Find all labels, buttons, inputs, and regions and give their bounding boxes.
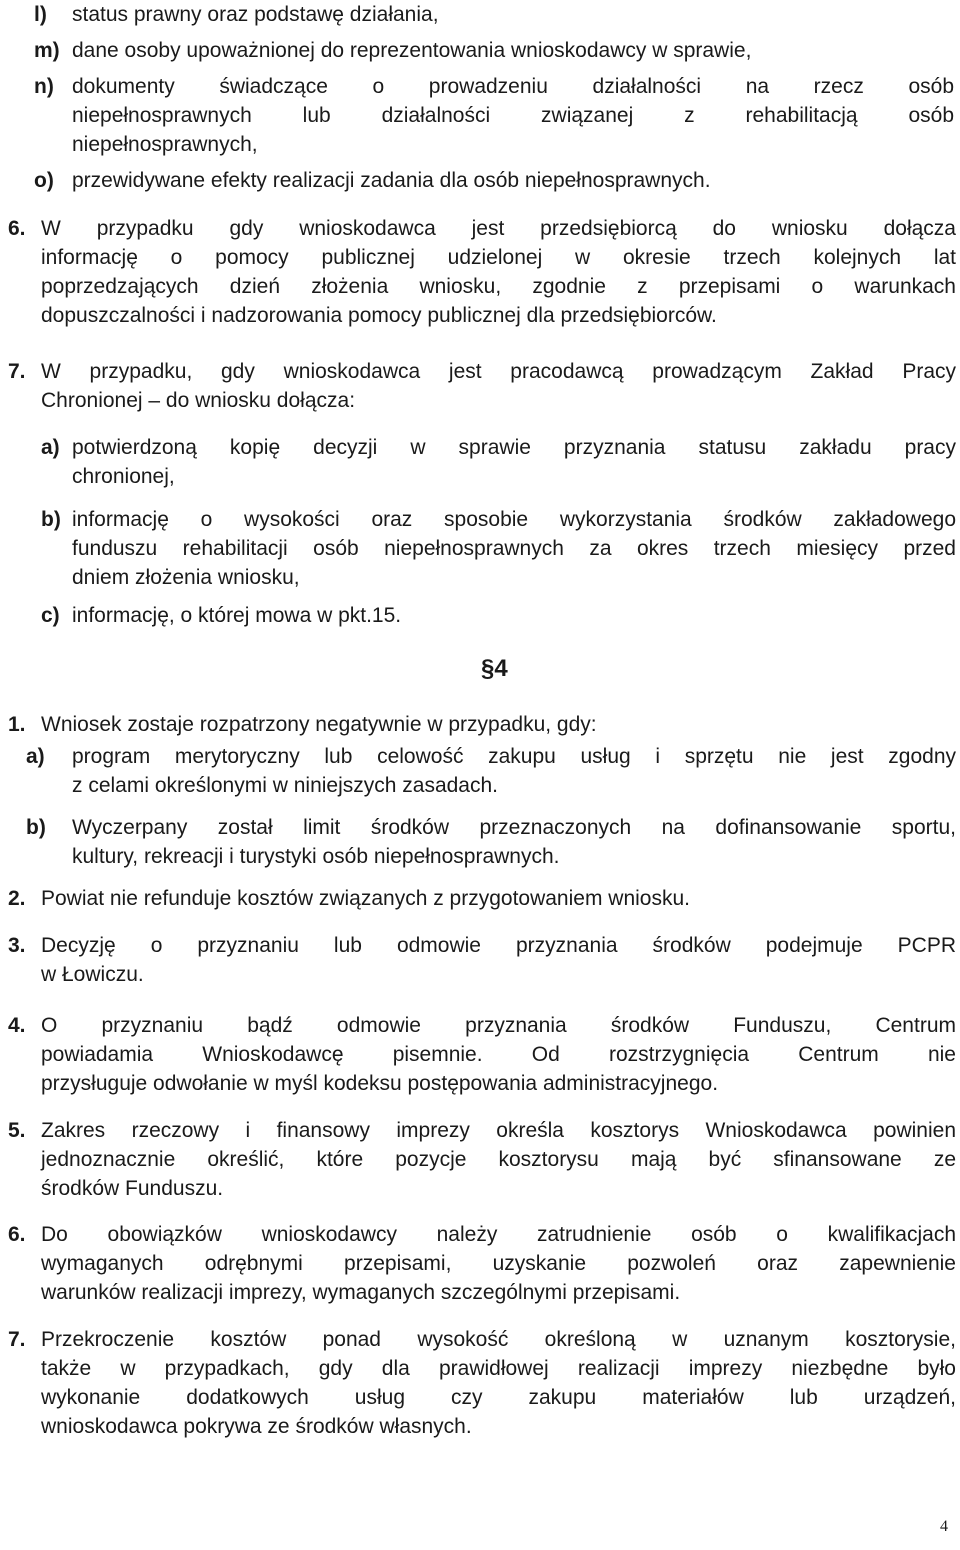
paragraph-number: 6. [8, 217, 26, 240]
item-text-line: dniem złożenia wniosku, [72, 566, 300, 589]
item-text-line: dokumenty świadczące o prowadzeniu działalności na rzecz osób [72, 75, 954, 98]
item-label: b) [26, 816, 46, 839]
item-text-line: niepełnosprawnych, [72, 133, 258, 156]
s4-paragraph-7 [8, 1325, 956, 1470]
paragraph-line: O przyznaniu bądź odmowie przyznania środków Funduszu, Centrum [41, 1014, 956, 1037]
item-label: m) [34, 39, 60, 62]
paragraph-number: 7. [8, 1328, 26, 1351]
paragraph-line: także w przypadkach, gdy dla prawidłowej realizacji imprezy niezbędne było [41, 1357, 956, 1380]
item-text-line: niepełnosprawnych lub działalności związanej z rehabilitacją osób [72, 104, 954, 127]
s4-paragraph-4 [8, 1011, 956, 1127]
paragraph-line: wykonanie dodatkowych usług czy zakupu materiałów lub urządzeń, [41, 1386, 956, 1409]
item-text: status prawny oraz podstawę działania, [72, 3, 439, 26]
paragraph-line: dopuszczalności i nadzorowania pomocy publicznej dla przedsiębiorców. [41, 304, 717, 327]
paragraph-7 [8, 357, 956, 444]
section-heading: §4 [481, 655, 508, 682]
paragraph-6 [8, 214, 956, 359]
item-label: a) [26, 745, 45, 768]
paragraph-line: jednoznacznie określić, które pozycje kosztorysu mają być sfinansowane ze [41, 1148, 956, 1171]
paragraph-line: wymaganych odrębnymi przepisami, uzyskanie pozwoleń oraz zapewnienie [41, 1252, 956, 1275]
paragraph-line: wnioskodawca pokrywa ze środków własnych. [41, 1415, 472, 1438]
item-text-line: program merytoryczny lub celowość zakupu usług i sprzętu nie jest zgodny [72, 745, 956, 768]
item-text-line: Wyczerpany został limit środków przeznaczonych na dofinansowanie sportu, [72, 816, 956, 839]
paragraph-line: Decyzję o przyznaniu lub odmowie przyznania środków podejmuje PCPR [41, 934, 956, 957]
item-text-line: z celami określonymi w niniejszych zasadach. [72, 774, 498, 797]
item-text-line: informację, o której mowa w pkt.15. [72, 604, 402, 627]
item-label: l) [34, 3, 47, 26]
item-text-line: chronionej, [72, 465, 175, 488]
item-text-line: funduszu rehabilitacji osób niepełnosprawnych za okres trzech miesięcy przed [72, 537, 956, 560]
paragraph-line: przysługuje odwołanie w myśl kodeksu postępowania administracyjnego. [41, 1072, 719, 1095]
item-label: o) [34, 169, 54, 192]
paragraph-number: 2. [8, 887, 26, 910]
s4-paragraph-6 [8, 1220, 956, 1336]
item-text-line: informację o wysokości oraz sposobie wykorzystania środków zakładowego [72, 508, 956, 531]
paragraph-line: Do obowiązków wnioskodawcy należy zatrudnienie osób o kwalifikacjach [41, 1223, 956, 1246]
paragraph-line: Zakres rzeczowy i finansowy imprezy określa kosztorys Wnioskodawca powinien [41, 1119, 956, 1142]
s4-paragraph-5 [8, 1116, 956, 1232]
item-label: a) [41, 436, 60, 459]
paragraph-number: 3. [8, 934, 26, 957]
paragraph-line: w Łowiczu. [41, 963, 144, 986]
paragraph-line: W przypadku gdy wnioskodawca jest przedsiębiorcą do wniosku dołącza [41, 217, 956, 240]
item-label: n) [34, 75, 54, 98]
item-text-line: kultury, rekreacji i turystyki osób niepełnosprawnych. [72, 845, 560, 868]
paragraph-number: 1. [8, 713, 26, 736]
s4-paragraph-3 [8, 931, 956, 1018]
item-label: c) [41, 604, 60, 627]
paragraph-number: 6. [8, 1223, 26, 1246]
paragraph-line: Wniosek zostaje rozpatrzony negatywnie w przypadku, gdy: [41, 713, 597, 736]
paragraph-line: Przekroczenie kosztów ponad wysokość określoną w uznanym kosztorysie, [41, 1328, 956, 1351]
paragraph-number: 5. [8, 1119, 26, 1142]
paragraph-line: Powiat nie refunduje kosztów związanych z przygotowaniem wniosku. [41, 887, 690, 910]
paragraph-number: 4. [8, 1014, 26, 1037]
paragraph-line: Chronionej – do wniosku dołącza: [41, 389, 356, 412]
page-number: 4 [940, 1518, 948, 1535]
item-text: przewidywane efekty realizacji zadania dla osób niepełnosprawnych. [72, 169, 711, 192]
item-text-line: potwierdzoną kopię decyzji w sprawie przyznania statusu zakładu pracy [72, 436, 956, 459]
item-label: b) [41, 508, 61, 531]
paragraph-number: 7. [8, 360, 26, 383]
paragraph-line: W przypadku, gdy wnioskodawca jest pracodawcą prowadzącym Zakład Pracy [41, 360, 956, 383]
paragraph-line: warunków realizacji imprezy, wymaganych szczególnymi przepisami. [41, 1281, 681, 1304]
paragraph-line: środków Funduszu. [41, 1177, 224, 1200]
p7-item-c [41, 601, 956, 659]
paragraph-line: powiadamia Wnioskodawcę pisemnie. Od rozstrzygnięcia Centrum nie [41, 1043, 956, 1066]
item-text: dane osoby upoważnionej do reprezentowania wnioskodawcy w sprawie, [72, 39, 752, 62]
paragraph-line: informację o pomocy publicznej udzielonej w okresie trzech kolejnych lat [41, 246, 956, 269]
paragraph-line: poprzedzających dzień złożenia wniosku, zgodnie z przepisami o warunkach [41, 275, 956, 298]
